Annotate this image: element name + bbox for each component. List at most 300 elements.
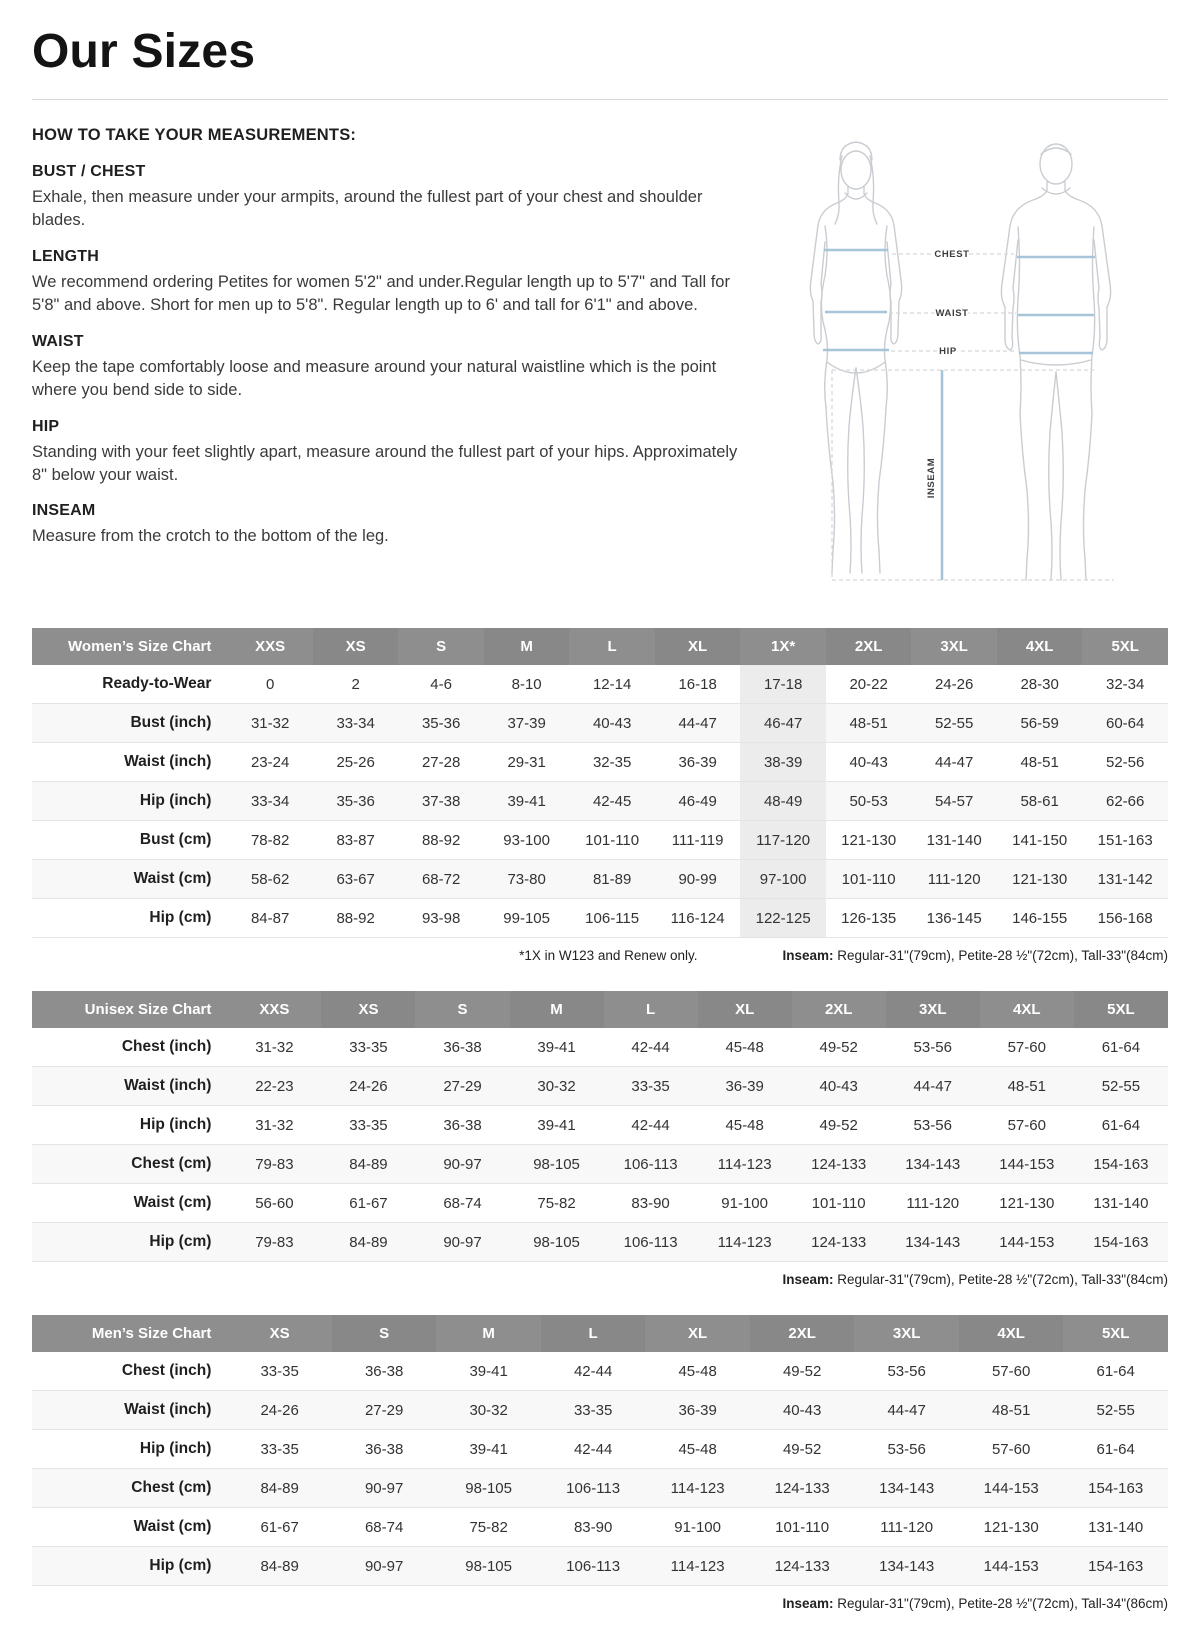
size-value-cell: 98-105 bbox=[533, 1233, 580, 1251]
size-column-header: XL bbox=[655, 628, 741, 665]
instruction-body: Standing with your feet slightly apart, measure around the fullest part of your hips. Approximately 8" below your waist. bbox=[32, 442, 738, 484]
size-chart-section bbox=[32, 628, 1168, 963]
size-column-header: L bbox=[569, 628, 655, 665]
inseam-note: Inseam: Regular-31"(79cm), Petite-28 ½"(72cm), Tall-33"(84cm) bbox=[782, 1272, 1168, 1287]
table-row bbox=[32, 1106, 1168, 1145]
instruction-title: WAIST bbox=[32, 332, 84, 350]
size-value-cell: 144-153 bbox=[983, 1479, 1039, 1497]
size-value-cell: 75-82 bbox=[469, 1518, 508, 1536]
size-value-cell: 52-55 bbox=[1096, 1401, 1135, 1419]
size-value-cell: 27-29 bbox=[443, 1077, 482, 1095]
table-row bbox=[32, 743, 1168, 782]
size-value-cell: 124-133 bbox=[774, 1479, 830, 1497]
size-value-cell: 121-130 bbox=[999, 1194, 1055, 1212]
size-value-cell: 33-35 bbox=[349, 1116, 388, 1134]
size-column-header: 5XL bbox=[1082, 628, 1168, 665]
size-tables bbox=[32, 628, 1168, 1611]
size-value-cell: 48-51 bbox=[1007, 1077, 1046, 1095]
size-value-cell: 68-74 bbox=[443, 1194, 482, 1212]
size-value-cell: 93-100 bbox=[503, 831, 550, 849]
size-value-cell: 117-120 bbox=[740, 821, 826, 860]
size-value-cell: 53-56 bbox=[913, 1116, 952, 1134]
size-value-cell: 31-32 bbox=[255, 1116, 294, 1134]
size-value-cell: 24-26 bbox=[260, 1401, 299, 1419]
size-column-header: M bbox=[510, 991, 604, 1028]
row-label: Hip (inch) bbox=[139, 1116, 212, 1133]
size-value-cell: 17-18 bbox=[740, 665, 826, 704]
page-title: Our Sizes bbox=[32, 25, 256, 78]
size-value-cell: 33-35 bbox=[260, 1362, 299, 1380]
size-value-cell: 32-35 bbox=[592, 753, 632, 771]
size-value-cell: 22-23 bbox=[255, 1077, 294, 1095]
size-value-cell: 84-87 bbox=[250, 909, 290, 927]
size-value-cell: 91-100 bbox=[674, 1518, 721, 1536]
size-value-cell: 83-87 bbox=[336, 831, 375, 849]
measurement-instructions bbox=[32, 126, 756, 564]
size-column-header: S bbox=[332, 1315, 437, 1352]
row-label: Hip (inch) bbox=[139, 792, 212, 809]
size-value-cell: 36-39 bbox=[678, 1401, 717, 1419]
size-column-header: L bbox=[541, 1315, 646, 1352]
size-value-cell: 36-39 bbox=[678, 753, 717, 771]
size-value-cell: 40-43 bbox=[849, 753, 888, 771]
chest-diagram-label: CHEST bbox=[934, 249, 970, 260]
size-value-cell: 56-60 bbox=[255, 1194, 294, 1212]
size-value-cell: 90-97 bbox=[364, 1557, 404, 1575]
size-value-cell: 42-45 bbox=[592, 792, 632, 810]
size-value-cell: 33-34 bbox=[336, 714, 375, 732]
size-value-cell: 106-113 bbox=[623, 1233, 678, 1251]
size-value-cell: 49-52 bbox=[782, 1362, 822, 1380]
size-value-cell: 88-92 bbox=[336, 909, 375, 927]
row-label: Waist (cm) bbox=[133, 1194, 212, 1211]
size-value-cell: 52-55 bbox=[934, 714, 974, 732]
size-value-cell: 79-83 bbox=[255, 1155, 294, 1173]
size-value-cell: 31-32 bbox=[255, 1038, 294, 1056]
body-measurement-illustration bbox=[774, 130, 1154, 600]
size-column-header: XS bbox=[227, 1315, 332, 1352]
top-section bbox=[32, 126, 1168, 600]
size-value-cell: 45-48 bbox=[678, 1362, 717, 1380]
woman-figure-outline bbox=[810, 142, 901, 573]
size-column-header: XXS bbox=[227, 991, 321, 1028]
size-value-cell: 30-32 bbox=[469, 1401, 508, 1419]
row-label: Chest (cm) bbox=[131, 1479, 212, 1496]
size-value-cell: 30-32 bbox=[537, 1077, 576, 1095]
size-value-cell: 54-57 bbox=[934, 792, 974, 810]
size-column-header: 5XL bbox=[1063, 1315, 1168, 1352]
size-column-header: XXS bbox=[227, 628, 313, 665]
size-value-cell: 33-35 bbox=[349, 1038, 388, 1056]
table-footnote: *1X in W123 and Renew only. bbox=[519, 948, 698, 963]
size-value-cell: 33-34 bbox=[250, 792, 290, 810]
size-value-cell: 61-64 bbox=[1101, 1116, 1141, 1134]
row-label: Chest (inch) bbox=[121, 1038, 212, 1055]
size-value-cell: 53-56 bbox=[887, 1362, 926, 1380]
size-value-cell: 4-6 bbox=[430, 675, 452, 693]
size-value-cell: 36-38 bbox=[443, 1038, 482, 1056]
size-value-cell: 83-90 bbox=[573, 1518, 613, 1536]
size-value-cell: 75-82 bbox=[537, 1194, 576, 1212]
instruction-title: HIP bbox=[32, 417, 60, 435]
size-column-header: M bbox=[436, 1315, 541, 1352]
size-value-cell: 98-105 bbox=[533, 1155, 580, 1173]
size-value-cell: 90-97 bbox=[364, 1479, 404, 1497]
size-value-cell: 98-105 bbox=[465, 1479, 512, 1497]
size-value-cell: 44-47 bbox=[678, 714, 717, 732]
size-value-cell: 106-113 bbox=[566, 1557, 621, 1575]
table-row bbox=[32, 821, 1168, 860]
size-value-cell: 32-34 bbox=[1106, 675, 1145, 693]
size-value-cell: 114-123 bbox=[670, 1557, 725, 1575]
size-value-cell: 24-26 bbox=[934, 675, 974, 693]
row-label: Waist (inch) bbox=[124, 1077, 212, 1094]
size-value-cell: 36-38 bbox=[364, 1440, 404, 1458]
size-column-header: 3XL bbox=[911, 628, 997, 665]
size-value-cell: 40-43 bbox=[819, 1077, 858, 1095]
size-value-cell: 124-133 bbox=[774, 1557, 830, 1575]
size-chart-table bbox=[32, 1315, 1168, 1586]
size-value-cell: 83-90 bbox=[631, 1194, 670, 1212]
size-column-header: XL bbox=[698, 991, 792, 1028]
size-value-cell: 48-51 bbox=[849, 714, 888, 732]
size-value-cell: 134-143 bbox=[879, 1479, 935, 1497]
size-value-cell: 111-120 bbox=[906, 1194, 960, 1212]
size-value-cell: 25-26 bbox=[336, 753, 375, 771]
size-value-cell: 98-105 bbox=[465, 1557, 512, 1575]
size-value-cell: 154-163 bbox=[1088, 1479, 1144, 1497]
size-value-cell: 78-82 bbox=[250, 831, 290, 849]
size-value-cell: 24-26 bbox=[349, 1077, 388, 1095]
size-column-header: S bbox=[415, 991, 509, 1028]
size-value-cell: 114-123 bbox=[717, 1233, 772, 1251]
table-row bbox=[32, 860, 1168, 899]
size-value-cell: 35-36 bbox=[336, 792, 375, 810]
size-value-cell: 106-113 bbox=[566, 1479, 621, 1497]
size-value-cell: 39-41 bbox=[469, 1362, 508, 1380]
size-value-cell: 114-123 bbox=[670, 1479, 725, 1497]
measurement-diagram bbox=[774, 126, 1166, 600]
table-row bbox=[32, 1508, 1168, 1547]
size-column-header: 4XL bbox=[959, 1315, 1064, 1352]
size-value-cell: 106-115 bbox=[585, 909, 640, 927]
inseam-diagram-label: INSEAM bbox=[926, 457, 937, 499]
table-row bbox=[32, 782, 1168, 821]
size-column-header: XS bbox=[313, 628, 399, 665]
size-column-header: 2XL bbox=[826, 628, 912, 665]
size-value-cell: 144-153 bbox=[983, 1557, 1039, 1575]
size-value-cell: 39-41 bbox=[507, 792, 546, 810]
size-value-cell: 141-150 bbox=[1012, 831, 1068, 849]
row-label: Hip (cm) bbox=[149, 1233, 212, 1250]
size-value-cell: 36-39 bbox=[725, 1077, 764, 1095]
size-value-cell: 121-130 bbox=[983, 1518, 1039, 1536]
size-column-header: 3XL bbox=[854, 1315, 959, 1352]
size-value-cell: 38-39 bbox=[740, 743, 826, 782]
size-value-cell: 146-155 bbox=[1012, 909, 1068, 927]
size-value-cell: 42-44 bbox=[631, 1116, 670, 1134]
size-value-cell: 68-74 bbox=[364, 1518, 404, 1536]
size-value-cell: 97-100 bbox=[740, 860, 826, 899]
table-row bbox=[32, 1223, 1168, 1262]
row-label: Bust (inch) bbox=[130, 714, 212, 731]
size-value-cell: 56-59 bbox=[1020, 714, 1059, 732]
size-value-cell: 154-163 bbox=[1093, 1155, 1149, 1173]
size-chart-table bbox=[32, 991, 1168, 1262]
size-value-cell: 91-100 bbox=[721, 1194, 768, 1212]
size-value-cell: 61-64 bbox=[1101, 1038, 1141, 1056]
size-value-cell: 79-83 bbox=[255, 1233, 294, 1251]
man-figure-outline bbox=[1001, 144, 1110, 580]
size-column-header: XS bbox=[321, 991, 415, 1028]
row-label: Chest (cm) bbox=[131, 1155, 212, 1172]
size-value-cell: 49-52 bbox=[782, 1440, 822, 1458]
size-value-cell: 2 bbox=[351, 675, 360, 693]
size-value-cell: 16-18 bbox=[678, 675, 717, 693]
size-value-cell: 57-60 bbox=[1007, 1038, 1046, 1056]
howto-heading: HOW TO TAKE YOUR MEASUREMENTS: bbox=[32, 126, 357, 144]
size-value-cell: 20-22 bbox=[849, 675, 888, 693]
row-label: Bust (cm) bbox=[139, 831, 212, 848]
table-row bbox=[32, 1469, 1168, 1508]
row-label: Chest (inch) bbox=[121, 1362, 212, 1379]
instruction-body: We recommend ordering Petites for women 5'2" and under.Regular length up to 5'7" and Tall for 5'8" and above. Short for men up to 5'8". Regular length up to 6' and tall for 6'1" and above. bbox=[32, 272, 730, 315]
inseam-note: Inseam: Regular-31"(79cm), Petite-28 ½"(72cm), Tall-34"(86cm) bbox=[782, 1596, 1168, 1611]
size-value-cell: 33-35 bbox=[631, 1077, 670, 1095]
size-value-cell: 31-32 bbox=[250, 714, 290, 732]
size-value-cell: 121-130 bbox=[1012, 870, 1068, 888]
table-title: Men’s Size Chart bbox=[32, 1315, 227, 1352]
size-value-cell: 134-143 bbox=[905, 1155, 961, 1173]
hip-diagram-label: HIP bbox=[939, 346, 957, 357]
size-value-cell: 131-140 bbox=[926, 831, 982, 849]
size-value-cell: 57-60 bbox=[1007, 1116, 1046, 1134]
row-label: Ready-to-Wear bbox=[102, 675, 212, 692]
size-value-cell: 44-47 bbox=[887, 1401, 926, 1419]
howto-sections bbox=[32, 163, 756, 549]
size-value-cell: 29-31 bbox=[507, 753, 546, 771]
size-value-cell: 63-67 bbox=[336, 870, 375, 888]
size-value-cell: 93-98 bbox=[421, 909, 461, 927]
table-notes bbox=[32, 948, 1168, 963]
row-label: Waist (inch) bbox=[124, 1401, 212, 1418]
size-value-cell: 114-123 bbox=[717, 1155, 772, 1173]
size-value-cell: 122-125 bbox=[740, 899, 826, 938]
size-column-header: 3XL bbox=[886, 991, 980, 1028]
size-value-cell: 37-39 bbox=[507, 714, 546, 732]
size-value-cell: 48-51 bbox=[1020, 753, 1059, 771]
table-row bbox=[32, 1067, 1168, 1106]
size-value-cell: 37-38 bbox=[421, 792, 461, 810]
size-column-header: XL bbox=[645, 1315, 750, 1352]
waist-diagram-label: WAIST bbox=[935, 308, 969, 319]
size-value-cell: 35-36 bbox=[421, 714, 461, 732]
size-value-cell: 90-97 bbox=[443, 1155, 482, 1173]
size-chart-table bbox=[32, 628, 1168, 938]
size-value-cell: 84-89 bbox=[260, 1479, 299, 1497]
size-value-cell: 42-44 bbox=[573, 1362, 613, 1380]
row-label: Waist (cm) bbox=[133, 870, 212, 887]
size-value-cell: 101-110 bbox=[775, 1518, 830, 1536]
size-chart-section bbox=[32, 1315, 1168, 1611]
row-label: Hip (cm) bbox=[149, 909, 212, 926]
size-value-cell: 90-99 bbox=[678, 870, 717, 888]
measurement-instruction bbox=[32, 163, 756, 233]
size-value-cell: 49-52 bbox=[819, 1116, 858, 1134]
size-column-header: 4XL bbox=[997, 628, 1083, 665]
measurement-lines bbox=[823, 250, 1114, 580]
size-column-header: L bbox=[604, 991, 698, 1028]
size-value-cell: 49-52 bbox=[819, 1038, 858, 1056]
size-value-cell: 40-43 bbox=[592, 714, 632, 732]
size-chart-section bbox=[32, 991, 1168, 1287]
size-value-cell: 90-97 bbox=[443, 1233, 482, 1251]
size-value-cell: 8-10 bbox=[511, 675, 542, 693]
size-value-cell: 61-67 bbox=[260, 1518, 299, 1536]
size-value-cell: 111-120 bbox=[880, 1518, 934, 1536]
size-value-cell: 156-168 bbox=[1097, 909, 1153, 927]
size-value-cell: 131-140 bbox=[1093, 1194, 1149, 1212]
size-value-cell: 81-89 bbox=[592, 870, 632, 888]
size-column-header: 1X* bbox=[740, 628, 826, 665]
size-value-cell: 61-67 bbox=[349, 1194, 388, 1212]
row-label: Hip (cm) bbox=[149, 1557, 212, 1574]
size-value-cell: 58-61 bbox=[1020, 792, 1059, 810]
size-value-cell: 144-153 bbox=[999, 1155, 1055, 1173]
size-value-cell: 99-105 bbox=[503, 909, 550, 927]
measurement-instruction bbox=[32, 248, 756, 318]
size-value-cell: 39-41 bbox=[537, 1038, 576, 1056]
size-value-cell: 124-133 bbox=[811, 1155, 867, 1173]
size-value-cell: 151-163 bbox=[1097, 831, 1153, 849]
size-value-cell: 84-89 bbox=[349, 1233, 388, 1251]
table-title: Women’s Size Chart bbox=[32, 628, 227, 665]
size-value-cell: 52-56 bbox=[1106, 753, 1145, 771]
table-row bbox=[32, 704, 1168, 743]
size-value-cell: 101-110 bbox=[841, 870, 896, 888]
size-value-cell: 39-41 bbox=[469, 1440, 508, 1458]
row-label: Hip (inch) bbox=[139, 1440, 212, 1457]
size-value-cell: 106-113 bbox=[623, 1155, 678, 1173]
size-value-cell: 58-62 bbox=[250, 870, 290, 888]
size-column-header: S bbox=[398, 628, 484, 665]
size-value-cell: 48-51 bbox=[991, 1401, 1031, 1419]
size-value-cell: 62-66 bbox=[1106, 792, 1145, 810]
table-row bbox=[32, 1145, 1168, 1184]
size-value-cell: 57-60 bbox=[991, 1440, 1031, 1458]
size-value-cell: 136-145 bbox=[926, 909, 982, 927]
size-value-cell: 36-38 bbox=[364, 1362, 404, 1380]
size-value-cell: 0 bbox=[265, 675, 275, 693]
table-row bbox=[32, 1391, 1168, 1430]
size-value-cell: 116-124 bbox=[670, 909, 725, 927]
size-value-cell: 12-14 bbox=[592, 675, 632, 693]
table-notes bbox=[32, 1272, 1168, 1287]
size-column-header: M bbox=[484, 628, 570, 665]
measurement-instruction bbox=[32, 418, 756, 488]
size-value-cell: 57-60 bbox=[991, 1362, 1031, 1380]
size-value-cell: 36-38 bbox=[443, 1116, 482, 1134]
measurement-instruction bbox=[32, 333, 756, 403]
size-value-cell: 154-163 bbox=[1093, 1233, 1149, 1251]
size-value-cell: 28-30 bbox=[1020, 675, 1059, 693]
size-value-cell: 131-140 bbox=[1088, 1518, 1144, 1536]
size-value-cell: 48-49 bbox=[740, 782, 826, 821]
table-row bbox=[32, 1184, 1168, 1223]
size-column-header: 2XL bbox=[750, 1315, 855, 1352]
size-value-cell: 134-143 bbox=[905, 1233, 961, 1251]
measurement-instruction bbox=[32, 502, 756, 548]
size-value-cell: 126-135 bbox=[841, 909, 897, 927]
size-value-cell: 88-92 bbox=[421, 831, 461, 849]
table-row bbox=[32, 665, 1168, 704]
instruction-body: Exhale, then measure under your armpits, around the fullest part of your chest and shoulder blades. bbox=[32, 188, 703, 230]
size-column-header: 2XL bbox=[792, 991, 886, 1028]
instruction-title: LENGTH bbox=[32, 247, 99, 265]
size-value-cell: 68-72 bbox=[421, 870, 461, 888]
size-value-cell: 61-64 bbox=[1096, 1440, 1135, 1458]
size-value-cell: 131-142 bbox=[1097, 870, 1153, 888]
size-value-cell: 144-153 bbox=[999, 1233, 1055, 1251]
table-title: Unisex Size Chart bbox=[32, 991, 227, 1028]
size-value-cell: 50-53 bbox=[849, 792, 888, 810]
size-value-cell: 44-47 bbox=[913, 1077, 952, 1095]
size-value-cell: 84-89 bbox=[260, 1557, 299, 1575]
size-value-cell: 134-143 bbox=[879, 1557, 935, 1575]
size-value-cell: 42-44 bbox=[573, 1440, 613, 1458]
size-value-cell: 40-43 bbox=[782, 1401, 822, 1419]
table-row bbox=[32, 1028, 1168, 1067]
size-value-cell: 33-35 bbox=[573, 1401, 613, 1419]
row-label: Waist (cm) bbox=[133, 1518, 212, 1535]
size-value-cell: 84-89 bbox=[349, 1155, 388, 1173]
size-value-cell: 111-120 bbox=[927, 870, 981, 888]
size-value-cell: 124-133 bbox=[811, 1233, 867, 1251]
size-value-cell: 73-80 bbox=[507, 870, 546, 888]
size-column-header: 4XL bbox=[980, 991, 1074, 1028]
size-value-cell: 45-48 bbox=[725, 1038, 764, 1056]
instruction-body: Measure from the crotch to the bottom of the leg. bbox=[32, 527, 389, 546]
size-value-cell: 61-64 bbox=[1096, 1362, 1135, 1380]
size-value-cell: 46-47 bbox=[740, 704, 826, 743]
table-row bbox=[32, 1547, 1168, 1586]
instruction-body: Keep the tape comfortably loose and measure around your natural waistline which is the point where you bend side to side. bbox=[32, 357, 717, 400]
size-value-cell: 101-110 bbox=[585, 831, 640, 849]
title-divider bbox=[32, 99, 1168, 100]
table-row bbox=[32, 1352, 1168, 1391]
size-value-cell: 44-47 bbox=[934, 753, 974, 771]
size-value-cell: 52-55 bbox=[1101, 1077, 1141, 1095]
size-value-cell: 121-130 bbox=[841, 831, 897, 849]
size-value-cell: 23-24 bbox=[250, 753, 290, 771]
table-row bbox=[32, 1430, 1168, 1469]
size-value-cell: 45-48 bbox=[678, 1440, 717, 1458]
size-value-cell: 53-56 bbox=[913, 1038, 952, 1056]
table-notes bbox=[32, 1596, 1168, 1611]
size-column-header: 5XL bbox=[1074, 991, 1168, 1028]
size-value-cell: 154-163 bbox=[1088, 1557, 1144, 1575]
size-value-cell: 33-35 bbox=[260, 1440, 299, 1458]
size-value-cell: 45-48 bbox=[725, 1116, 764, 1134]
size-value-cell: 27-28 bbox=[421, 753, 461, 771]
size-value-cell: 27-29 bbox=[364, 1401, 404, 1419]
instruction-title: BUST / CHEST bbox=[32, 163, 146, 180]
row-label: Waist (inch) bbox=[124, 753, 212, 770]
inseam-note: Inseam: Regular-31"(79cm), Petite-28 ½"(72cm), Tall-33"(84cm) bbox=[782, 948, 1168, 963]
size-value-cell: 101-110 bbox=[811, 1194, 866, 1212]
instruction-title: INSEAM bbox=[32, 502, 96, 520]
size-value-cell: 39-41 bbox=[537, 1116, 576, 1134]
